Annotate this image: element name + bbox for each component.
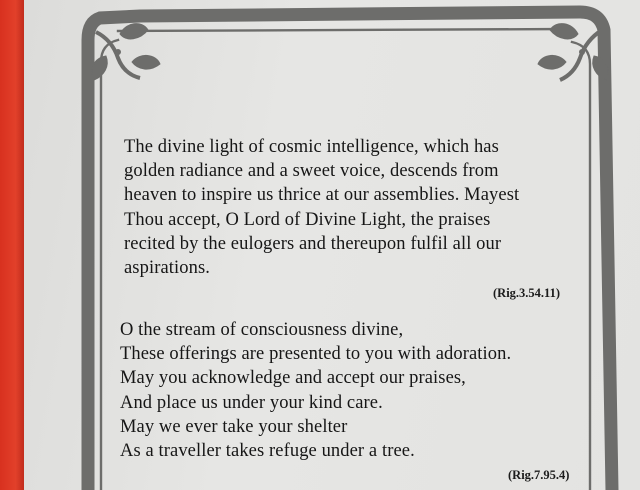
verse-two-reference: (Rig.7.95.4) bbox=[508, 468, 570, 482]
verse-line: aspirations. bbox=[124, 258, 210, 279]
verse-line: As a traveller takes refuge under a tree. bbox=[120, 441, 415, 462]
verse-one-reference: (Rig.3.54.11) bbox=[493, 286, 561, 300]
verse-line: The divine light of cosmic intelligence, which has bbox=[124, 137, 499, 157]
verse-line: golden radiance and a sweet voice, descends from bbox=[124, 161, 499, 182]
leaf-flourish-top-right-icon bbox=[538, 24, 608, 80]
verse-line: O the stream of consciousness divine, bbox=[120, 320, 404, 340]
verse-line: recited by the eulogers and thereupon fulfil all our bbox=[124, 233, 502, 254]
verse-line: And place us under your kind care. bbox=[120, 392, 383, 413]
verse-line: heaven to inspire us thrice at our assemblies. Mayest bbox=[124, 185, 520, 206]
verse-line: May we ever take your shelter bbox=[120, 416, 348, 437]
verse-line: Thou accept, O Lord of Divine Light, the praises bbox=[124, 209, 491, 230]
verse-two bbox=[120, 318, 590, 463]
verse-one bbox=[124, 135, 594, 280]
verse-line: May you acknowledge and accept our praises, bbox=[120, 368, 466, 389]
verse-line: These offerings are presented to you with adoration. bbox=[120, 344, 512, 365]
